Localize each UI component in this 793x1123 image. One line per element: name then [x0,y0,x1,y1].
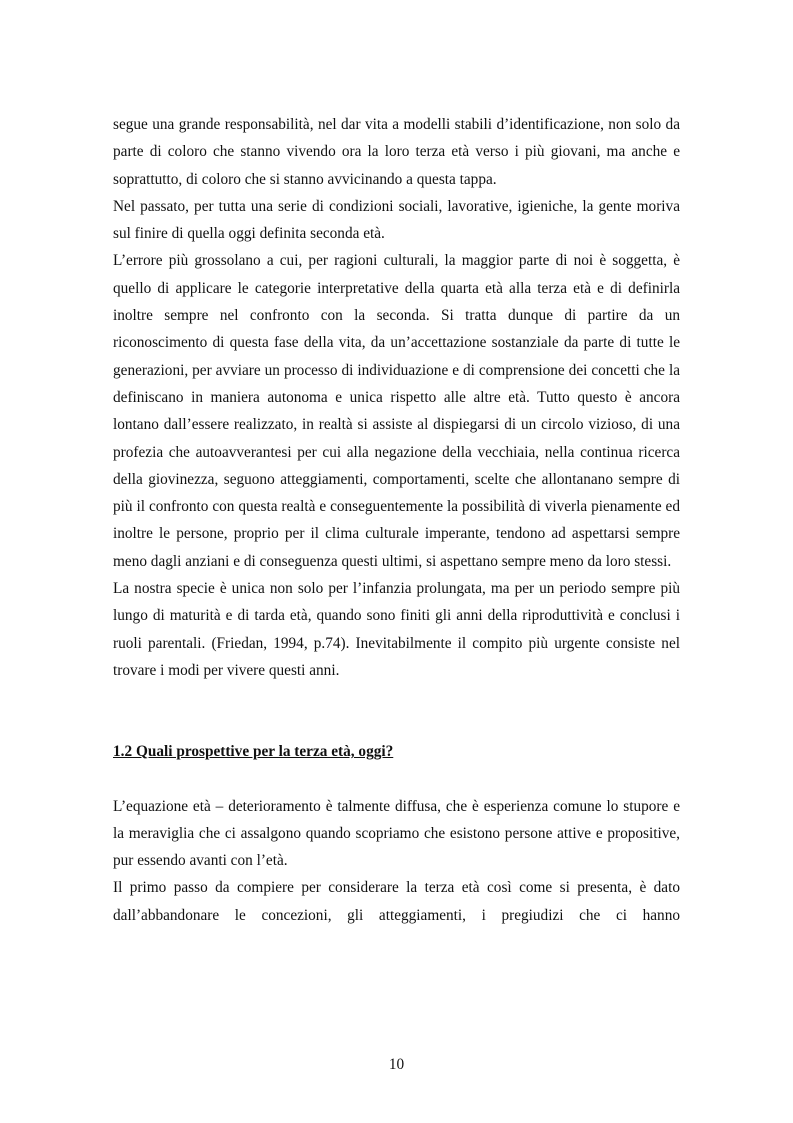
spacer [113,684,680,738]
page-body [113,111,680,929]
spacer [113,766,680,793]
paragraph-species: La nostra specie è unica non solo per l’infanzia prolungata, ma per un periodo sempre più lungo di maturità e di tarda età, quando sono finiti gli anni della riproduttività e conclusi i ruoli parentali. (Friedan, 1994, p.74). Inevitabilmente il compito più urgente consiste nel trovare i modi per vivere questi anni. [113,580,680,679]
paragraph-error: L’errore più grossolano a cui, per ragioni culturali, la maggior parte di noi è soggetta, è quello di applicare le categorie interpretative della quarta età alla terza età e di definirla inoltre sempre nel confronto con la seconda. Si tratta dunque di partire da un riconoscimento di questa fase della vita, da un’accettazione sostanziale da parte di tutte le generazioni, per avviare un processo di individuazione e di comprensione dei concetti che la definiscano in maniera autonoma e unica rispetto alle altre età. Tutto questo è ancora lontano dall’essere realizzato, in realtà si assiste al dispiegarsi di un circolo vizioso, di una profezia che autoavverantesi per cui alla negazione della vecchiaia, nella continua ricerca della giovinezza, seguono atteggiamenti, comportamenti, scelte che allontanano sempre di più il confronto con questa realtà e conseguentemente la possibilità di viverla pienamente ed inoltre le persone, proprio per il clima culturale imperante, tendono ad aspettarsi sempre meno dagli anziani e di conseguenza questi ultimi, si aspettano sempre meno da loro stessi. [113,252,680,570]
paragraph-first-step: Il primo passo da compiere per considerare la terza età così come si presenta, è dato dall’abbandonare le concezioni, gli atteggiamenti, i pregiudizi che ci hanno [113,879,680,924]
section-heading: 1.2 Quali prospettive per la terza età, oggi? [113,743,394,761]
paragraph-past: Nel passato, per tutta una serie di condizioni sociali, lavorative, igieniche, la gente moriva sul finire di quella oggi definita seconda età. [113,197,680,243]
page-number: 10 [388,1056,405,1073]
paragraph-equation: L’equazione età – deterioramento è talmente diffusa, che è esperienza comune lo stupore e la meraviglia che ci assalgono quando scopriamo che esistono persone attive e propositive, pur essendo avanti con l’età. [113,797,680,870]
paragraph-responsibility: segue una grande responsabilità, nel dar vita a modelli stabili d’identificazione, non solo da parte di coloro che stanno vivendo ora la loro terza età verso i più giovani, ma anche e soprattutto, di coloro che si stanno avvicinando a questa tappa. [113,116,680,188]
